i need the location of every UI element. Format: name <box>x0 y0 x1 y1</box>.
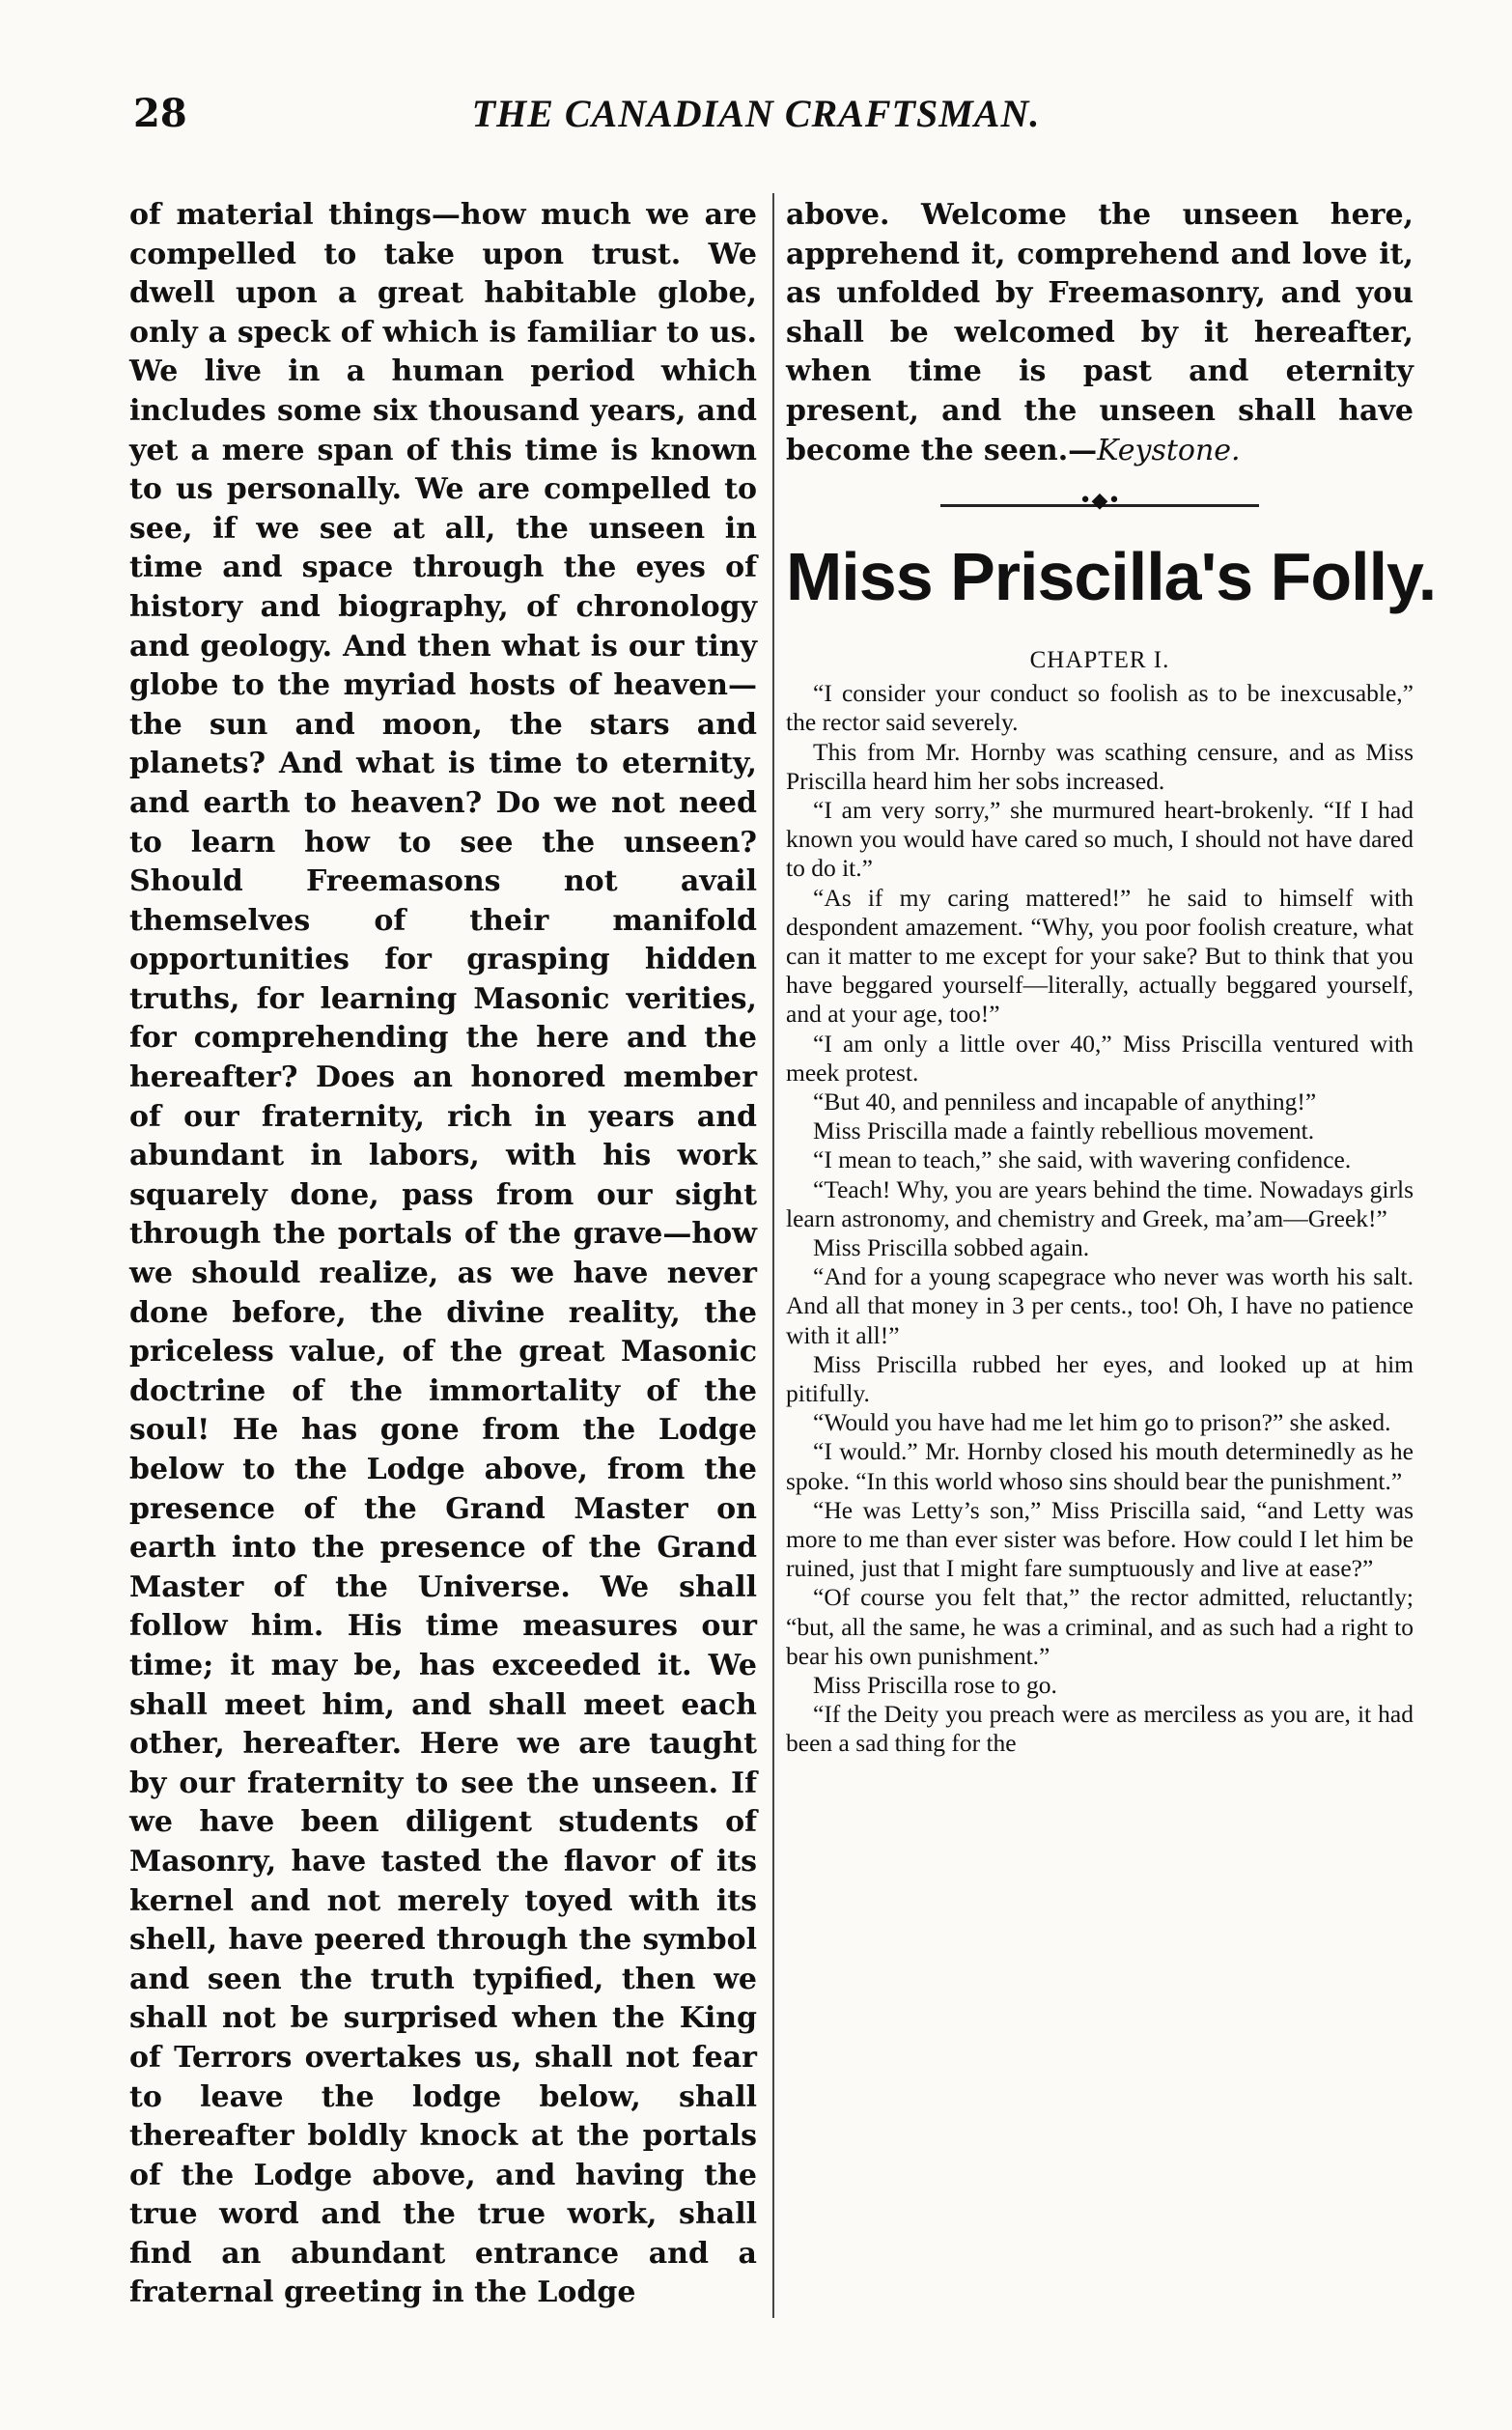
story-paragraph: Miss Priscilla rubbed her eyes, and looked up at him pitifully. <box>786 1349 1414 1408</box>
continued-text <box>786 196 1414 470</box>
story-paragraph: “I consider your conduct so foolish as to be inexcusable,” the rector said severely. <box>786 679 1414 737</box>
story-paragraph: “But 40, and penniless and incapable of anything!” <box>813 1088 1317 1116</box>
page-number: 28 <box>133 91 187 136</box>
story-paragraph: “He was Letty’s son,” Miss Priscilla said, “and Letty was more to me than ever sister was before. How could I let him be ruined, just that I might fare sumptuously and live at ease?” <box>786 1495 1414 1583</box>
page-header <box>0 89 1512 147</box>
story-paragraph: Miss Priscilla made a faintly rebellious movement. <box>813 1116 1315 1145</box>
left-column-text: of material things—how much we are compelled to take upon trust. We dwell upon a great habitable globe, only a speck of which is familiar to us. We live in a human period which includes some six thousand years, and yet a mere span of this time is known to us personally. We are compelled to see, if we see at all, the unseen in time and space through the eyes of history and biography, of chronology and geology. And then what is our tiny globe to the myriad hosts of heaven—the sun and moon, the stars and planets? And what is time to eternity, and earth to heaven? Do we not need to learn how to see the unseen? Should Freemasons not avail themselves of their manifold opportunities for grasping hidden truths, for learning Masonic verities, for comprehending the here and the hereafter? Does an honored member of our fraternity, rich in years and abundant in labors, with his work squarely done, pass from our sight through the portals of the grave—how we should realize, as we have never done before, the divine reality, the priceless value, of the great Masonic doctrine of the immortality of the soul! He has gone from the Lodge below to the Lodge above, from the presence of the Grand Master on earth into the presence of the Grand Master of the Universe. We shall follow him. His time measures our time; it may be, has exceeded it. We shall meet him, and shall meet each other, hereafter. Here we are taught by our fraternity to see the unseen. If we have been diligent students of Masonry, have tasted the flavor of its kernel and not merely toyed with its shell, have peered through the symbol and seen the truth typified, then we shall not be surprised when the King of Terrors overtakes us, shall not fear to leave the lodge below, shall thereafter boldly knock at the portals of the Lodge above, and having the true word and the true work, shall find an abundant entrance and a fraternal greeting in the Lodge <box>129 198 757 2310</box>
story-title: Miss Priscilla's Folly. <box>786 539 1437 615</box>
story-paragraph: “I am only a little over 40,” Miss Priscilla ventured with meek protest. <box>786 1029 1414 1087</box>
story-paragraph: “I mean to teach,” she said, with wavering confidence. <box>813 1145 1352 1174</box>
section-divider <box>940 489 1259 519</box>
right-column <box>786 196 1437 1759</box>
divider-ornament-icon: •◆• <box>1078 489 1121 514</box>
story-paragraph: “I am very sorry,” she murmured heart-brokenly. “If I had known you would have cared so much, I should not have dared to do it.” <box>786 795 1414 883</box>
story-paragraph: This from Mr. Hornby was scathing censure, and as Miss Priscilla heard him her sobs increased. <box>786 737 1414 795</box>
left-column <box>129 196 757 2313</box>
story-paragraph: “Teach! Why, you are years behind the time. Nowadays girls learn astronomy, and chemistry and Greek, ma’am—Greek!” <box>786 1174 1414 1232</box>
chapter-heading: CHAPTER I. <box>1029 647 1170 674</box>
story-paragraph: Miss Priscilla rose to go. <box>813 1671 1057 1700</box>
story-paragraph: Miss Priscilla sobbed again. <box>813 1233 1090 1262</box>
running-title: THE CANADIAN CRAFTSMAN. <box>471 92 1041 135</box>
story-paragraph: “As if my caring mattered!” he said to himself with despondent amazement. “Why, you poor foolish creature, what can it matter to me except for your sake? But to think that you have beggared yourself—literally, actually beggared yourself, and at your age, too!” <box>786 883 1414 1029</box>
story-paragraph: “And for a young scapegrace who never was worth his salt. And all that money in 3 per cents., too! Oh, I have no patience with it all!” <box>786 1262 1414 1349</box>
story-paragraph: “Would you have had me let him go to prison?” she asked. <box>813 1408 1391 1437</box>
continued-text-body: above. Welcome the unseen here, apprehend it, comprehend and love it, as unfolded by Freemasonry, and you shall be welcomed by it hereafter, when time is past and eternity present, and the unseen shall have become the seen.— <box>786 198 1414 467</box>
story-paragraph: “If the Deity you preach were as merciless as you are, it had been a sad thing for the <box>786 1700 1414 1758</box>
story-body <box>786 679 1414 1759</box>
column-divider <box>772 193 774 2318</box>
source-attribution: Keystone. <box>1097 433 1241 467</box>
story-paragraph: “Of course you felt that,” the rector admitted, reluctantly; “but, all the same, he was a criminal, and as such had a right to bear his own punishment.” <box>786 1583 1414 1670</box>
story-paragraph: “I would.” Mr. Hornby closed his mouth determinedly as he spoke. “In this world whoso sins should bear the punishment.” <box>786 1437 1414 1495</box>
